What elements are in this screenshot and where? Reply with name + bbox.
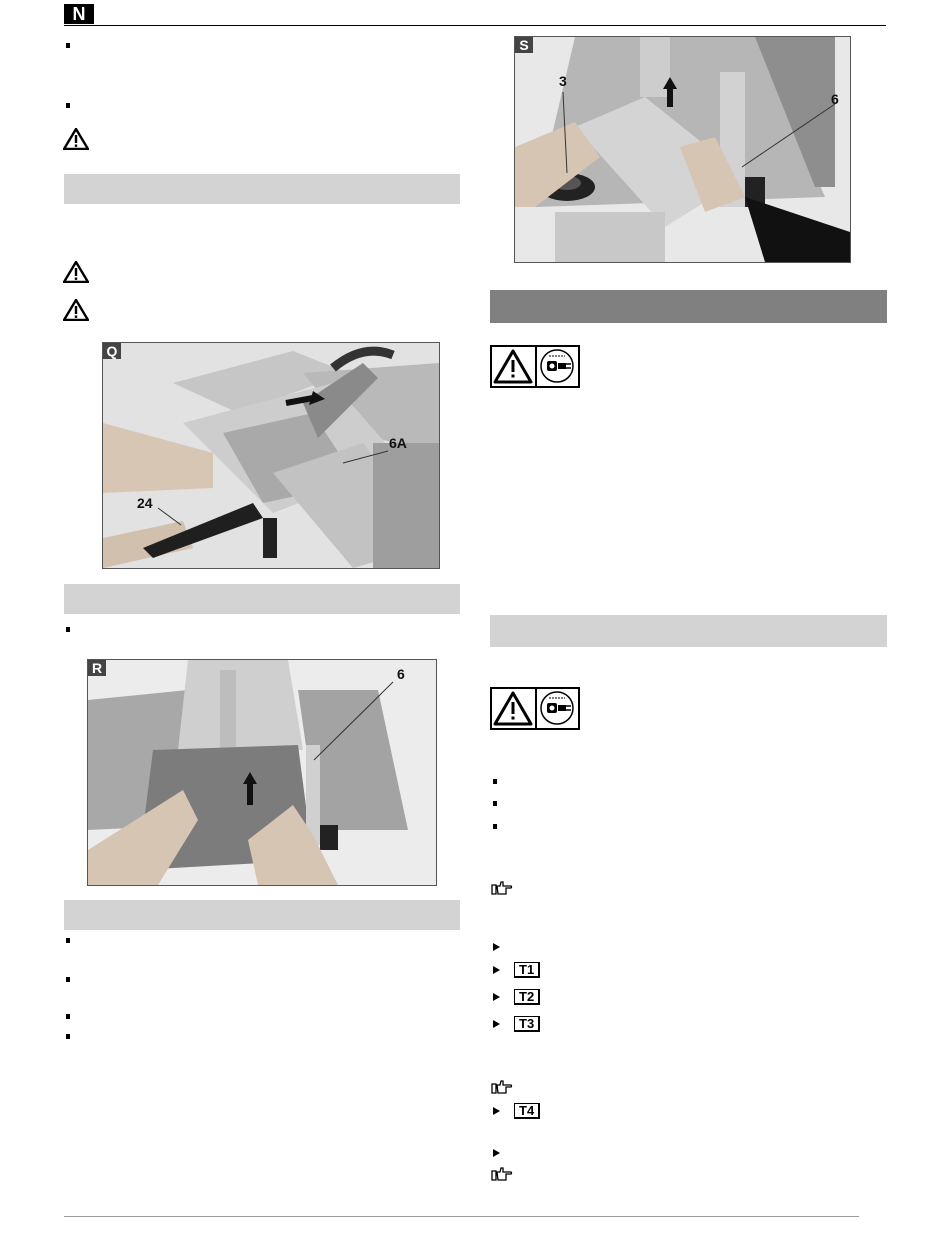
bullet-marker bbox=[66, 627, 70, 632]
bullet-marker bbox=[493, 779, 497, 784]
arrow-bullet bbox=[493, 1107, 500, 1115]
callout-6a: 6A bbox=[389, 435, 407, 451]
bullet-marker bbox=[493, 801, 497, 806]
warning-icon bbox=[63, 261, 89, 283]
bullet-marker bbox=[66, 103, 70, 108]
figure-q-photo bbox=[102, 342, 440, 569]
bullet-marker bbox=[66, 1034, 70, 1039]
bullet-marker bbox=[66, 938, 70, 943]
figure-q-label: Q bbox=[103, 343, 121, 359]
figure-s-label: S bbox=[515, 37, 533, 53]
pointing-hand-icon bbox=[491, 1166, 513, 1182]
tag-t3: T3 bbox=[514, 1016, 540, 1032]
footer-rule bbox=[64, 1216, 859, 1217]
callout-6: 6 bbox=[831, 91, 839, 107]
tag-t1: T1 bbox=[514, 962, 540, 978]
bullet-marker bbox=[66, 977, 70, 982]
section-heading-bar bbox=[64, 584, 460, 614]
section-heading-bar bbox=[490, 290, 887, 323]
figure-s-photo bbox=[514, 36, 851, 263]
arrow-bullet bbox=[493, 966, 500, 974]
tag-t4: T4 bbox=[514, 1103, 540, 1119]
arrow-bullet bbox=[493, 1020, 500, 1028]
arrow-bullet bbox=[493, 1149, 500, 1157]
arrow-bullet bbox=[493, 943, 500, 951]
pointing-hand-icon bbox=[491, 880, 513, 896]
warning-unplug-box bbox=[490, 345, 580, 388]
header-rule bbox=[64, 25, 886, 26]
figure-r-label: R bbox=[88, 660, 106, 676]
language-badge: N bbox=[64, 4, 94, 24]
warning-icon bbox=[63, 128, 89, 150]
arrow-bullet bbox=[493, 993, 500, 1001]
bullet-marker bbox=[66, 43, 70, 48]
callout-24: 24 bbox=[137, 495, 153, 511]
section-heading-bar bbox=[490, 615, 887, 647]
section-heading-bar bbox=[64, 174, 460, 204]
callout-6: 6 bbox=[397, 666, 405, 682]
pointing-hand-icon bbox=[491, 1079, 513, 1095]
tag-t2: T2 bbox=[514, 989, 540, 1005]
warning-icon bbox=[63, 299, 89, 321]
bullet-marker bbox=[493, 824, 497, 829]
callout-3: 3 bbox=[559, 73, 567, 89]
section-heading-bar bbox=[64, 900, 460, 930]
bullet-marker bbox=[66, 1014, 70, 1019]
figure-r-photo bbox=[87, 659, 437, 886]
warning-unplug-box bbox=[490, 687, 580, 730]
